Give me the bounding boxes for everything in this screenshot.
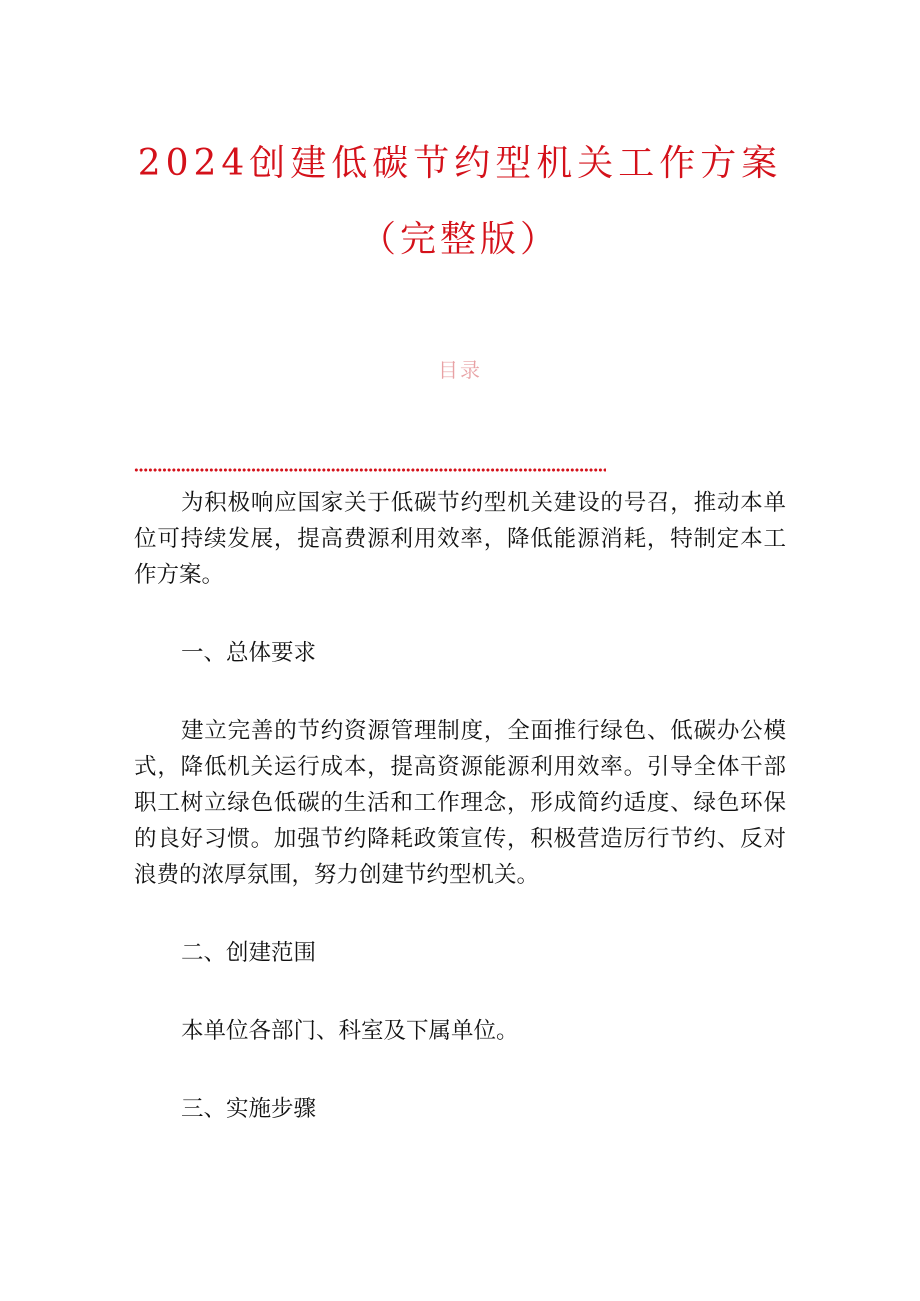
section-heading-3: 三、实施步骤 bbox=[181, 1096, 317, 1122]
section-body-1: 建立完善的节约资源管理制度，全面推行绿色、低碳办公模式，降低机关运行成本，提高资源能源利用效率。引导全体干部职工树立绿色低碳的生活和工作理念，形成简约适度、绿色环保的良好习惯。加强节约降耗政策宣传，积极营造厉行节约、反对浪费的浓厚氛围，努力创建节约型机关。 bbox=[134, 718, 786, 888]
intro-paragraph: 为积极响应国家关于低碳节约型机关建设的号召，推动本单位可持续发展，提高费源利用效率，降低能源消耗，特制定本工作方案。 bbox=[134, 490, 786, 588]
document-title: 2024创建低碳节约型机关工作方案 bbox=[137, 143, 783, 184]
document-body bbox=[134, 485, 786, 1127]
document-subtitle: （完整版） bbox=[359, 219, 560, 260]
section-heading-1: 一、总体要求 bbox=[181, 640, 317, 666]
toc-heading: 目录 bbox=[438, 358, 482, 382]
section-heading-2: 二、创建范围 bbox=[181, 940, 317, 966]
section-body-2: 本单位各部门、科室及下属单位。 bbox=[181, 1018, 519, 1044]
toc-dot-leader bbox=[134, 467, 606, 473]
